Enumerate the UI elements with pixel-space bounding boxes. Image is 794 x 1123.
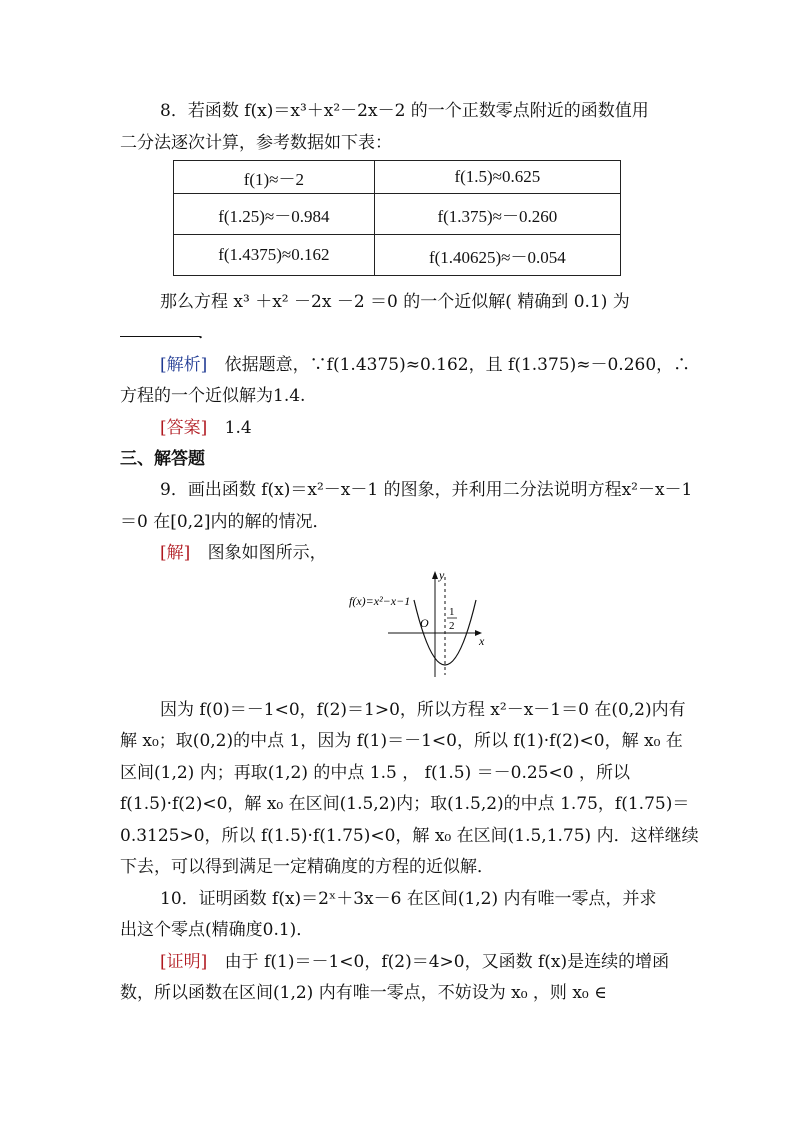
q9-para1: 因为 f(0)＝－1<0，f(2)＝1>0，所以方程 x²－x－1＝0 在(0,2)内有 xyxy=(160,700,686,720)
proof-tag: [证明] xyxy=(160,952,208,972)
answer-blank xyxy=(120,316,200,337)
q10-line1: 10．证明函数 f(x)＝2ˣ＋3x－6 在区间(1,2) 内有唯一零点，并求 xyxy=(160,889,657,909)
function-label: f(x)=x²−x−1 xyxy=(349,594,411,608)
q9-solution xyxy=(160,538,676,563)
parabola-graph xyxy=(340,565,500,680)
table-row xyxy=(174,194,621,235)
blank-period: ． xyxy=(198,323,215,343)
table-cell: f(1.375)≈－0.260 xyxy=(374,194,620,235)
table-row xyxy=(174,161,621,194)
q8-line2: 二分法逐次计算，参考数据如下表： xyxy=(120,133,392,153)
q10-proof-line1 xyxy=(160,947,676,972)
x-axis-label: x xyxy=(479,634,485,648)
q8-analysis-line1 xyxy=(160,350,691,375)
q9-para6: 下去，可以得到满足一定精确度的方程的近似解． xyxy=(120,857,494,877)
q8-answer xyxy=(160,413,676,438)
q9-line2: ＝0 在[0,2]内的解的情况． xyxy=(120,512,330,532)
q9-para2: 解 x₀；取(0,2)的中点 1，因为 f(1)＝－1<0，所以 f(1)·f(2)<0，解 x₀ 在 xyxy=(120,731,683,751)
q8-analysis-line2: 方程的一个近似解为1.4. xyxy=(120,386,306,406)
analysis-tag: [解析] xyxy=(160,355,208,375)
table-cell: f(1.4375)≈0.162 xyxy=(174,235,375,276)
half-numerator: 1 xyxy=(449,606,455,618)
q9-line1: 9．画出函数 f(x)＝x²－x－1 的图象，并利用二分法说明方程x²－x－1 xyxy=(160,480,693,500)
table-cell: f(1.40625)≈－0.054 xyxy=(374,235,620,276)
q9-para3: 区间(1,2) 内；再取(1,2) 的中点 1.5 ， f(1.5) ＝－0.25<0 ，所以 xyxy=(120,763,630,783)
solution-text: 图象如图所示， xyxy=(207,543,327,563)
table-row xyxy=(174,235,621,276)
answer-text: 1.4 xyxy=(224,418,252,438)
q8-line1: 8．若函数 f(x)＝x³＋x²－2x－2 的一个正数零点附近的函数值用 xyxy=(160,101,649,121)
answer-tag: [答案] xyxy=(160,418,208,438)
q9-para5: 0.3125>0，所以 f(1.5)·f(1.75)<0，解 x₀ 在区间(1.5,1.75) 内．这样继续 xyxy=(120,826,699,846)
y-axis-arrow xyxy=(432,571,438,579)
table-cell: f(1.5)≈0.625 xyxy=(374,161,620,194)
q10-proof-line2: 数，所以函数在区间(1,2) 内有唯一零点，不妨设为 x₀ ，则 x₀ ∈ xyxy=(120,983,607,1003)
proof-text: 由于 f(1)＝－1<0，f(2)＝4>0，又函数 f(x)是连续的增函 xyxy=(224,952,670,972)
half-denominator: 2 xyxy=(449,620,455,632)
q9-para4: f(1.5)·f(2)<0，解 x₀ 在区间(1.5,2)内；取(1.5,2)的中点 1.75，f(1.75)＝ xyxy=(120,794,690,814)
q8-line3: 那么方程 x³ ＋x² －2x －2 ＝0 的一个近似解( 精确到 0.1) 为 xyxy=(160,292,630,312)
table-cell: f(1.25)≈－0.984 xyxy=(174,194,375,235)
reference-table xyxy=(173,160,621,276)
section-heading: 三、解答题 xyxy=(120,449,205,469)
y-axis-label: y xyxy=(439,568,445,582)
origin-label: O xyxy=(420,616,429,630)
q10-line2: 出这个零点(精确度0.1)． xyxy=(120,920,314,940)
table-cell: f(1)≈－2 xyxy=(174,161,375,194)
analysis-text: 依据题意，∵f(1.4375)≈0.162，且 f(1.375)≈－0.260，∴ xyxy=(224,355,691,375)
solution-tag: [解] xyxy=(160,543,191,563)
